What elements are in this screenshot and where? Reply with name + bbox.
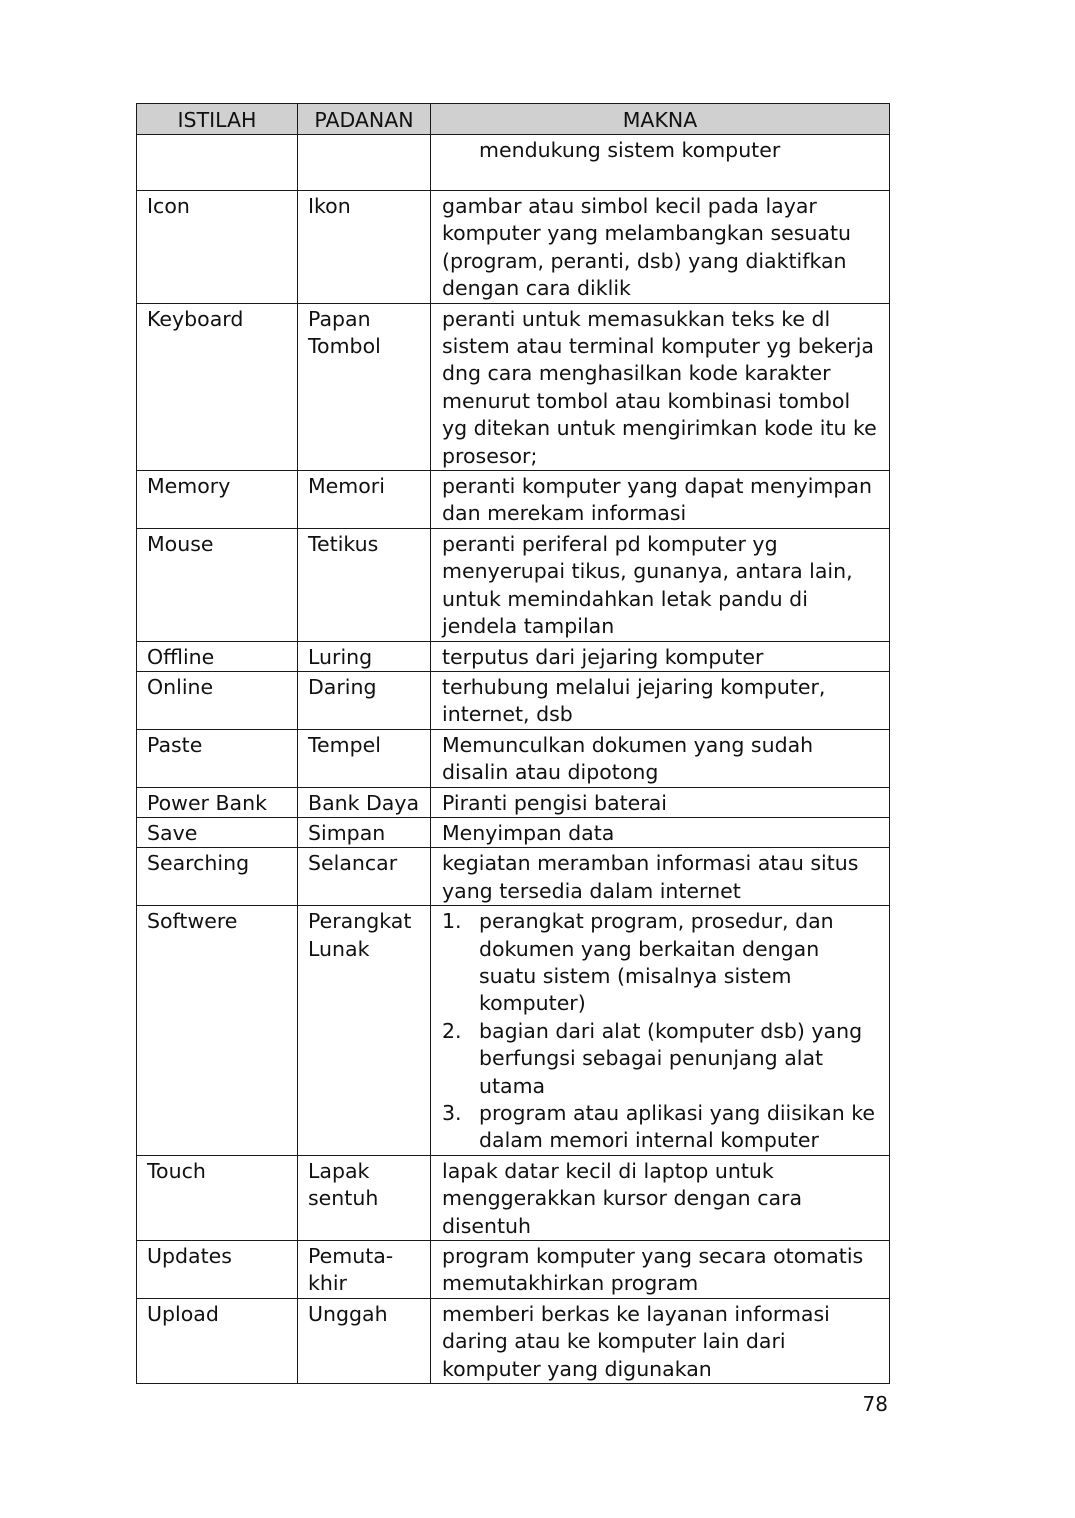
list-number: 3. <box>442 1101 462 1125</box>
continuation-text: mendukung sistem komputer <box>479 138 781 162</box>
table-row <box>137 641 890 671</box>
meaning-cell: kegiatan meramban informasi atau situs yang tersedia dalam internet <box>431 848 890 906</box>
term-cell: Icon <box>137 191 298 304</box>
list-item <box>442 908 881 1018</box>
list-item <box>442 1100 881 1155</box>
equivalent-cell: Luring <box>298 641 431 671</box>
table-row <box>137 729 890 787</box>
meaning-cell <box>431 135 890 191</box>
term-cell: Searching <box>137 848 298 906</box>
term-cell: Power Bank <box>137 787 298 817</box>
meaning-cell <box>431 906 890 1156</box>
equivalent-cell: Ikon <box>298 191 431 304</box>
equivalent-cell: Lapak sentuh <box>298 1155 431 1240</box>
equivalent-cell: Simpan <box>298 817 431 847</box>
meaning-cell: lapak datar kecil di laptop untuk menggerakkan kursor dengan cara disentuh <box>431 1155 890 1240</box>
term-cell: Keyboard <box>137 303 298 470</box>
table-row <box>137 1241 890 1299</box>
list-text: bagian dari alat (komputer dsb) yang berfungsi sebagai penunjang alat utama <box>479 1018 863 1098</box>
meaning-cell: terhubung melalui jejaring komputer, internet, dsb <box>431 671 890 729</box>
equivalent-cell: Unggah <box>298 1298 431 1383</box>
list-text: program atau aplikasi yang diisikan ke dalam memori internal komputer <box>479 1101 875 1153</box>
table-row <box>137 1155 890 1240</box>
header-makna: MAKNA <box>431 104 890 135</box>
list-item <box>442 1018 881 1100</box>
term-cell: Touch <box>137 1155 298 1240</box>
equivalent-cell: Papan Tombol <box>298 303 431 470</box>
term-cell: Paste <box>137 729 298 787</box>
table-row <box>137 787 890 817</box>
table-row <box>137 303 890 470</box>
list-text: perangkat program, prosedur, dan dokumen yang berkaitan dengan suatu sistem (misalnya sistem komputer) <box>479 909 834 1016</box>
term-cell: Updates <box>137 1241 298 1299</box>
meaning-cell: terputus dari jejaring komputer <box>431 641 890 671</box>
equivalent-cell: Perangkat Lunak <box>298 906 431 1156</box>
equivalent-cell: Daring <box>298 671 431 729</box>
term-cell: Softwere <box>137 906 298 1156</box>
table-row <box>137 471 890 529</box>
table-row <box>137 817 890 847</box>
equivalent-cell: Bank Daya <box>298 787 431 817</box>
table-row <box>137 1298 890 1383</box>
term-cell: Mouse <box>137 528 298 641</box>
glossary-table <box>136 103 890 1384</box>
term-cell: Offline <box>137 641 298 671</box>
meaning-cell: program komputer yang secara otomatis memutakhirkan program <box>431 1241 890 1299</box>
term-cell: Memory <box>137 471 298 529</box>
table-row <box>137 528 890 641</box>
meaning-cell: memberi berkas ke layanan informasi daring atau ke komputer lain dari komputer yang digunakan <box>431 1298 890 1383</box>
header-padanan: PADANAN <box>298 104 431 135</box>
table-row <box>137 848 890 906</box>
meaning-cell: Menyimpan data <box>431 817 890 847</box>
equivalent-cell <box>298 135 431 191</box>
table-row <box>137 906 890 1156</box>
table-row <box>137 191 890 304</box>
meaning-cell: Memunculkan dokumen yang sudah disalin atau dipotong <box>431 729 890 787</box>
term-cell: Save <box>137 817 298 847</box>
equivalent-cell: Tetikus <box>298 528 431 641</box>
equivalent-cell: Pemuta-khir <box>298 1241 431 1299</box>
term-cell: Upload <box>137 1298 298 1383</box>
equivalent-cell: Selancar <box>298 848 431 906</box>
list-number: 2. <box>442 1018 462 1043</box>
equivalent-cell: Memori <box>298 471 431 529</box>
page-number: 78 <box>862 1392 888 1416</box>
meaning-cell: gambar atau simbol kecil pada layar komputer yang melambangkan sesuatu (program, peranti, dsb) yang diaktifkan dengan cara diklik <box>431 191 890 304</box>
term-cell <box>137 135 298 191</box>
meaning-list <box>442 908 881 1155</box>
table-header-row <box>137 104 890 135</box>
meaning-cell: peranti untuk memasukkan teks ke dl sistem atau terminal komputer yg bekerja dng cara menghasilkan kode karakter menurut tombol atau kombinasi tombol yg ditekan untuk mengirimkan kode itu ke prosesor; <box>431 303 890 470</box>
equivalent-cell: Tempel <box>298 729 431 787</box>
meaning-cell: peranti periferal pd komputer yg menyerupai tikus, gunanya, antara lain, untuk memindahkan letak pandu di jendela tampilan <box>431 528 890 641</box>
table-row <box>137 671 890 729</box>
header-istilah: ISTILAH <box>137 104 298 135</box>
meaning-cell: peranti komputer yang dapat menyimpan dan merekam informasi <box>431 471 890 529</box>
list-number: 1. <box>442 909 462 934</box>
continuation-row <box>137 135 890 191</box>
meaning-cell: Piranti pengisi baterai <box>431 787 890 817</box>
term-cell: Online <box>137 671 298 729</box>
